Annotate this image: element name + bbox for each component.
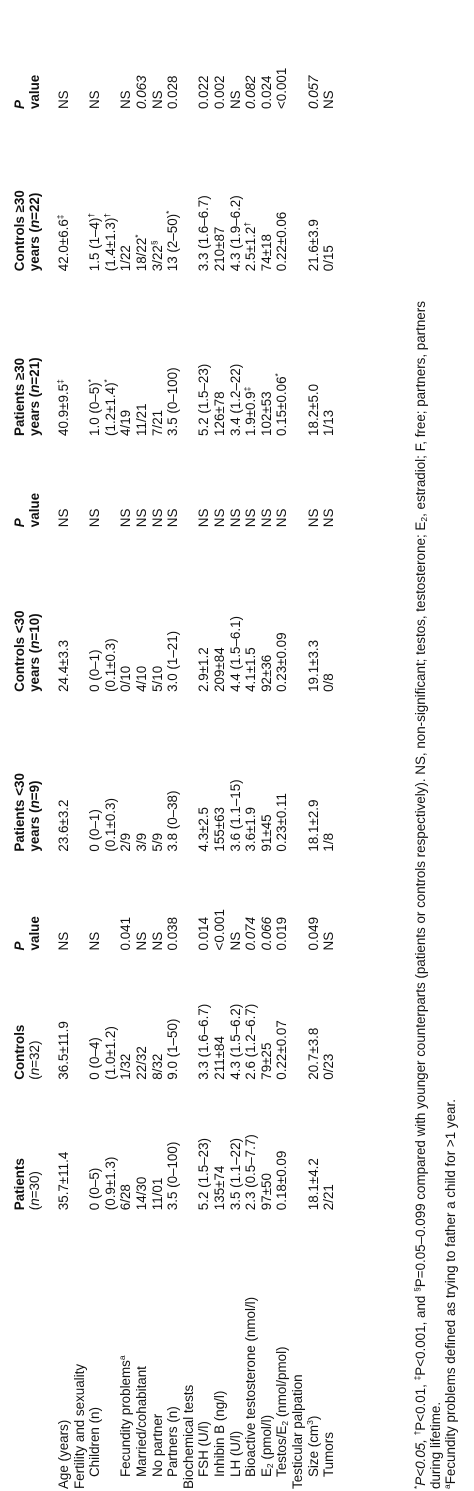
row-label-subscript: 2	[264, 1463, 275, 1469]
cell: 1/13	[321, 409, 337, 436]
cell: 18.1±4.2	[305, 1158, 321, 1211]
header-text: (n=30)	[27, 1171, 42, 1211]
cell: NS	[305, 508, 321, 528]
cell: NS	[149, 931, 165, 951]
cell: 0.082	[243, 75, 259, 110]
significance-mark: §	[148, 240, 159, 246]
header-text: years (n=10)	[27, 613, 42, 692]
cell: 14/30	[133, 1176, 149, 1211]
cell: NS	[149, 508, 165, 528]
cell: NS	[149, 90, 165, 110]
footnote-mark: a	[117, 1355, 128, 1361]
header-text: Controls ≥30	[12, 190, 27, 272]
cell: 2/21	[321, 1184, 337, 1211]
cell: <0.001	[211, 909, 227, 951]
cell: 209±84	[211, 647, 227, 692]
footnote-continuation: during lifetime.	[428, 1401, 443, 1489]
cell: 3.6±1.9	[243, 807, 259, 852]
header-patients-ge30	[12, 271, 56, 436]
cell: 0.23±0.09	[274, 632, 290, 692]
cell: NS	[56, 90, 71, 110]
header-text: P	[12, 518, 27, 528]
table-row-e2	[259, 5, 275, 1489]
cell: 4/10	[133, 665, 149, 692]
cell: 0.002	[211, 75, 227, 110]
cell: 0.063	[133, 75, 149, 110]
table-row-married	[134, 5, 150, 1489]
cell-value: 1.9±0.9	[243, 391, 259, 436]
cell: 19.1±3.3	[305, 639, 321, 692]
row-label: Age (years)	[56, 1419, 71, 1489]
cell	[87, 950, 118, 1079]
cell-value: 40.9±9.5	[56, 383, 71, 436]
cell: NS	[133, 508, 149, 528]
row-label	[306, 1210, 322, 1489]
cell: NS	[321, 90, 337, 110]
table-row-size	[306, 5, 322, 1489]
cell: 0.024	[258, 75, 274, 110]
header-patients-lt30	[12, 692, 56, 852]
header-text: years (n=9)	[27, 780, 42, 852]
cell: 92±36	[258, 654, 274, 692]
footnote-text: Fecundity problems defined as trying to father a child for >1 year.	[443, 1099, 458, 1485]
cell: 0.014	[196, 916, 212, 951]
header-text: P	[12, 100, 27, 110]
row-label: Bioactive testosterone (nmol/l)	[243, 1296, 259, 1477]
table-row-fecundity	[118, 5, 134, 1489]
footnote-mark: a	[442, 1484, 452, 1489]
cell	[87, 527, 118, 692]
cell: 5.2 (1.5–23)	[196, 1137, 212, 1211]
header-controls	[12, 950, 56, 1079]
comparison-table	[12, 5, 337, 1489]
header-text: Controls	[12, 1024, 27, 1080]
cell: 0.22±0.06	[274, 211, 290, 272]
cell: 3.8 (0–38)	[165, 790, 181, 852]
cell: 3.6 (1.1–15)	[227, 779, 243, 852]
footnote-mark: †	[412, 1430, 422, 1436]
cell: 11/21	[133, 403, 149, 436]
cell	[243, 109, 259, 271]
cell	[243, 271, 259, 436]
cell: 4/19	[118, 409, 134, 436]
cell: 0/8	[321, 673, 337, 692]
significance-mark: ‡	[242, 386, 253, 392]
significance-mark: ‡	[55, 379, 65, 384]
significance-mark: †	[101, 212, 112, 218]
cell-value: 2.5±1.2	[243, 226, 259, 272]
section-label: Biochemical tests	[180, 1384, 196, 1489]
cell: 4.4 (1.5–6.1)	[227, 615, 243, 692]
significance-mark: *	[101, 379, 112, 383]
cell: 20.7±3.8	[305, 1027, 321, 1080]
cell: 0.022	[196, 75, 212, 110]
cell: 135±74	[211, 1165, 227, 1211]
significance-mark: *	[132, 234, 143, 238]
cell: 3.4 (1.2–22)	[227, 363, 243, 436]
cell: NS	[118, 508, 134, 528]
cell: 3.3 (1.6–6.7)	[196, 1003, 212, 1080]
cell: NS	[165, 508, 181, 528]
row-label-text: E	[258, 1468, 274, 1477]
cell: 155±63	[211, 807, 227, 852]
cell: 102±53	[258, 391, 274, 436]
cell-value: 1.0 (0–5)	[87, 382, 103, 436]
row-label	[274, 1210, 290, 1489]
cell: 0.057	[305, 75, 321, 110]
header-p-value-1	[12, 852, 56, 951]
section-label: Testicular palpation	[289, 1374, 305, 1489]
table-row-bioactive-testosterone	[243, 5, 259, 1489]
footnote-fecundity	[444, 5, 458, 1489]
cell: NS	[227, 508, 243, 528]
cell: 22/32	[133, 1046, 149, 1080]
row-label-text: (pmol/l)	[258, 1414, 274, 1464]
header-patients	[12, 1080, 56, 1211]
header-text: Patients	[12, 1158, 27, 1211]
cell: 8/32	[149, 1053, 165, 1080]
footnote-text: P<0.01,	[413, 1380, 428, 1431]
cell	[274, 271, 290, 436]
cell: 36.5±11.9	[56, 1021, 71, 1080]
cell: 2/9	[118, 832, 134, 852]
cell: 6/28	[118, 1184, 134, 1211]
row-label-text: (nmol/pmol)	[274, 1346, 290, 1421]
cell: 210±87	[211, 226, 227, 272]
cell: NS	[196, 508, 212, 528]
header-text: years (n=22)	[27, 192, 42, 272]
header-controls-ge30	[12, 109, 56, 271]
cell: 211±84	[211, 1036, 227, 1080]
cell: 0.22±0.07	[274, 1020, 290, 1080]
row-label: LH (U/l)	[227, 1430, 243, 1477]
cell: 0.23±0.11	[274, 793, 290, 852]
cell: 0/10	[118, 665, 134, 692]
cell: 1/32	[118, 1053, 134, 1080]
row-label-text: Size (cm	[305, 1424, 321, 1477]
table-row-age	[56, 5, 72, 1489]
cell: 2.3 (0.5–7.7)	[243, 1134, 259, 1211]
cell: 24.4±3.3	[56, 639, 71, 692]
cell: NS	[133, 931, 149, 951]
cell: 0.019	[274, 916, 290, 951]
cell-value: 18/22	[133, 237, 149, 272]
cell: 0.074	[243, 916, 259, 951]
header-text: Patients <30	[12, 773, 27, 852]
cell: 0.028	[165, 75, 181, 110]
cell	[134, 109, 150, 271]
cell-value: 1.5 (1–4)	[87, 217, 103, 272]
cell: 0.038	[165, 916, 181, 951]
cell-value: 42.0±6.6	[56, 219, 71, 272]
cell: NS	[56, 508, 71, 528]
cell: 3.5 (0–100)	[165, 367, 181, 436]
cell-value: 0 (0–1)	[87, 809, 103, 852]
table-row-children	[87, 5, 118, 1489]
cell: NS	[118, 90, 134, 110]
cell: 9.0 (1–50)	[165, 1018, 181, 1080]
cell: 2.9±1.2	[196, 647, 212, 692]
cell	[87, 109, 118, 271]
cell: 4.3 (1.9–6.2)	[227, 195, 243, 272]
cell-value: 0 (0–4)	[87, 1037, 103, 1080]
footnote-text: , estradiol; F, free; partners, partners	[413, 301, 428, 517]
footnote-text: P<0.001, and	[413, 1291, 428, 1376]
cell-value: 13 (2–50)	[165, 213, 181, 272]
cell: NS	[56, 931, 71, 951]
cell: 1/22	[118, 245, 134, 272]
cell: NS	[87, 931, 103, 951]
cell: 97±50	[258, 1173, 274, 1211]
cell: 35.7±11.4	[56, 1151, 71, 1211]
cell: NS	[87, 508, 103, 528]
cell: NS	[227, 931, 243, 951]
row-label: Inhibin B (ng/l)	[211, 1390, 227, 1477]
cell-value-secondary: (0.1±0.3)	[102, 638, 118, 692]
significance-mark: *	[86, 379, 97, 383]
table-row-fsh	[196, 5, 212, 1489]
row-label-text: Testos/E	[274, 1425, 290, 1477]
cell: NS	[243, 508, 259, 528]
header-text: value	[27, 916, 42, 951]
table-header-row	[12, 5, 56, 1489]
cell: 0.049	[305, 916, 321, 951]
cell: 0.066	[258, 916, 274, 951]
cell: 126±78	[211, 391, 227, 436]
cell: 18.1±2.9	[305, 799, 321, 852]
cell: NS	[227, 90, 243, 110]
cell: 5.2 (1.5–23)	[196, 363, 212, 436]
row-label: No partner	[149, 1413, 165, 1477]
cell-value: 0 (0–1)	[87, 649, 103, 692]
cell: 7/21	[149, 409, 165, 436]
cell-value-secondary: (1.2±1.4)	[102, 382, 118, 436]
footnote-mark: ‡	[412, 1375, 422, 1381]
row-label: Tumors	[321, 1432, 337, 1477]
footnote-mark: §	[412, 1287, 422, 1292]
row-label-text: Fecundity problems	[118, 1360, 134, 1477]
significance-mark: †	[86, 212, 97, 218]
cell: 0/23	[321, 1053, 337, 1080]
cell: 0/15	[321, 245, 337, 272]
cell	[87, 692, 118, 852]
cell-value-secondary: (1.0±1.2)	[102, 1026, 118, 1080]
table-row-testos-e2-ratio	[274, 5, 290, 1489]
row-label: Married/cohabitant	[133, 1366, 149, 1477]
header-controls-lt30	[12, 527, 56, 692]
cell: 21.6±3.9	[305, 219, 321, 272]
cell: NS	[321, 931, 337, 951]
cell-value: 3/22	[149, 245, 165, 272]
cell	[56, 271, 72, 436]
table-row-no-partner	[150, 5, 166, 1489]
cell-value-secondary: (0.1±0.3)	[102, 798, 118, 852]
table-row-tumors	[321, 5, 337, 1489]
footnote-text: P<0.05,	[413, 1435, 428, 1486]
table-row-inhibin	[212, 5, 228, 1489]
cell	[87, 1080, 118, 1211]
header-text: (n=32)	[27, 1040, 42, 1080]
cell: 11/01	[149, 1177, 165, 1211]
cell: 4.1±1.5	[243, 647, 259, 692]
row-label-superscript: 3	[304, 1420, 315, 1425]
cell: 0.18±0.09	[274, 1150, 290, 1211]
cell: NS	[211, 508, 227, 528]
cell: NS	[321, 508, 337, 528]
cell: 5/10	[149, 665, 165, 692]
section-row-biochemical	[181, 5, 197, 1489]
header-p-value-2	[12, 436, 56, 527]
cell: NS	[274, 508, 290, 528]
table-row-partners	[165, 5, 181, 1489]
cell: 3.5 (0–100)	[165, 1141, 181, 1211]
row-label-text: )	[305, 1415, 321, 1421]
table-row-lh	[228, 5, 244, 1489]
cell: NS	[258, 508, 274, 528]
cell: 4.3 (1.5–6.2)	[227, 1003, 243, 1080]
cell: 3.5 (1.1–22)	[227, 1137, 243, 1211]
cell: NS	[87, 90, 103, 110]
cell: 5/9	[149, 832, 165, 852]
cell: 74±18	[258, 234, 274, 272]
cell: 3.0 (1–21)	[165, 630, 181, 692]
cell: 1/8	[321, 832, 337, 852]
row-label: FSH (U/l)	[196, 1421, 212, 1477]
cell-value-secondary: (0.9±1.3)	[102, 1156, 118, 1211]
header-label-cell	[12, 1210, 56, 1489]
cell	[56, 109, 72, 271]
significance-mark: †	[242, 221, 253, 227]
section-row-testicular	[290, 5, 306, 1489]
significance-mark: ‡	[55, 214, 65, 220]
header-text: value	[27, 492, 42, 528]
cell: 23.6±3.2	[56, 799, 71, 852]
row-label	[118, 1210, 134, 1489]
cell: 3/9	[133, 832, 149, 852]
header-text: value	[27, 74, 42, 110]
row-label-subscript: 2	[280, 1420, 291, 1426]
cell: 91±45	[258, 814, 274, 852]
header-text: Controls <30	[12, 610, 27, 692]
footnote-text: P=0.05–0.099 compared with younger counterparts (patients or controls respectively). NS, non-significant; testos, testosterone; E	[413, 521, 428, 1288]
section-label: Fertility and sexuality	[71, 1363, 87, 1489]
cell	[165, 109, 181, 271]
cell-value: 0 (0–5)	[87, 1167, 103, 1211]
section-row-fertility	[72, 5, 88, 1489]
cell	[150, 109, 166, 271]
header-text: years (n=21)	[27, 357, 42, 436]
cell-value-secondary: (1.4±1.3)	[102, 217, 118, 272]
cell: 2.6 (1.2–6.7)	[243, 1003, 259, 1080]
cell: 18.2±5.0	[305, 383, 321, 436]
cell	[87, 271, 118, 436]
row-label	[259, 1210, 275, 1489]
cell: 0.041	[118, 916, 134, 951]
footnote-mark: *	[412, 1485, 422, 1489]
cell: <0.001	[274, 67, 290, 110]
cell-value: 0.15±0.06	[274, 376, 290, 436]
header-text: Patients ≥30	[12, 357, 27, 436]
significance-mark: *	[164, 210, 175, 214]
header-p-value-3	[12, 5, 56, 109]
cell: 4.3±2.5	[196, 807, 212, 852]
footnote-significance	[414, 5, 428, 1489]
footnote-subscript: 2	[419, 516, 429, 522]
row-label: Partners (n)	[165, 1406, 181, 1477]
cell: 3.3 (1.6–6.7)	[196, 195, 212, 272]
header-text: P	[12, 941, 27, 951]
cell: 79±25	[258, 1042, 274, 1080]
significance-mark: *	[273, 373, 284, 377]
row-label: Children (n)	[87, 1407, 103, 1477]
